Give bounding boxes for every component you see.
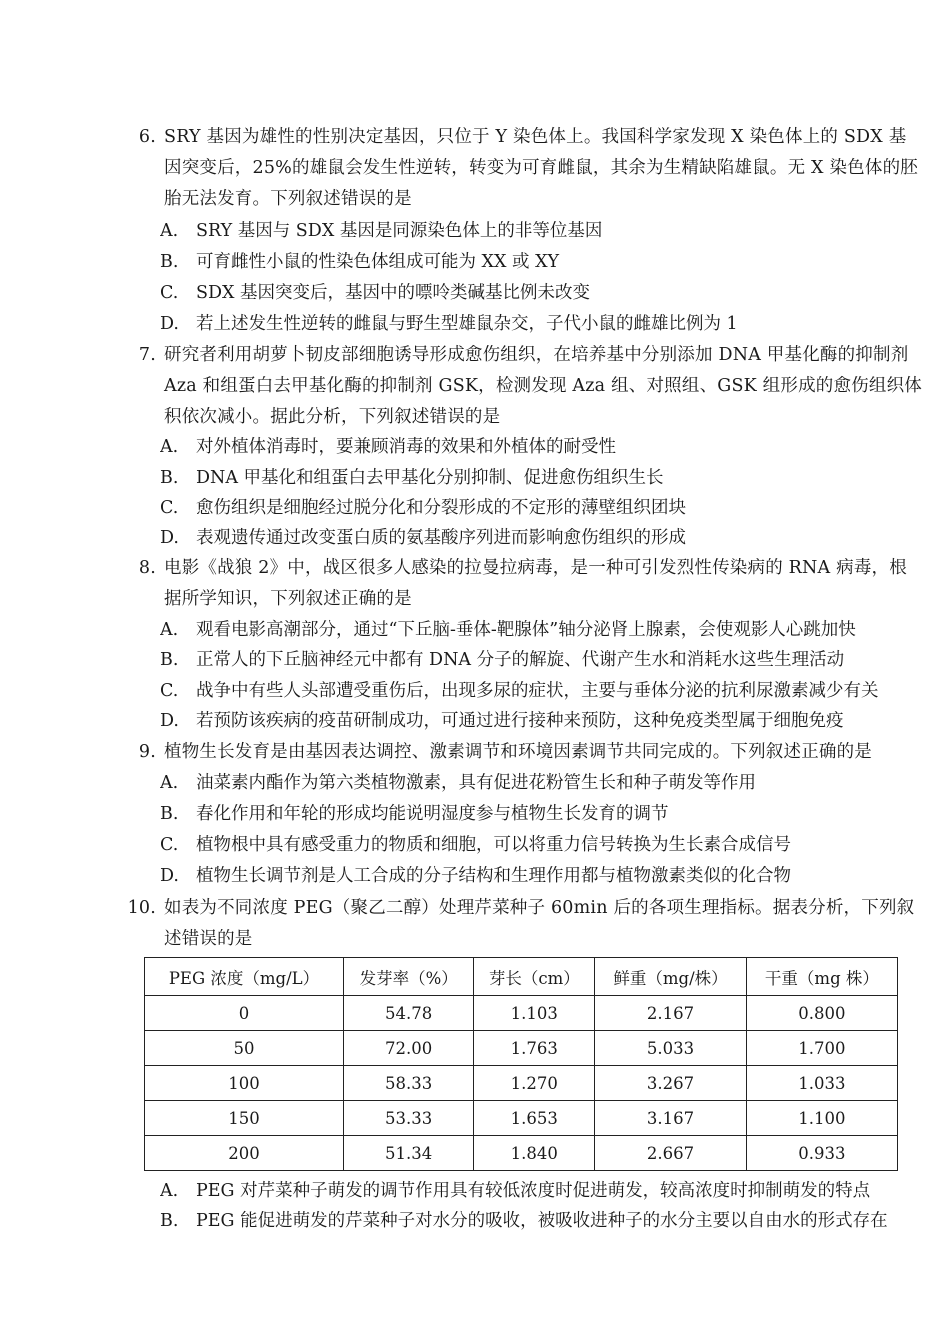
table-cell: 5.033 xyxy=(595,1031,747,1066)
option-label: C. xyxy=(160,835,179,855)
table-cell: 0 xyxy=(145,996,344,1031)
option-label: B. xyxy=(160,1211,179,1231)
option-label: D. xyxy=(160,711,179,731)
option-10b xyxy=(160,1206,925,1236)
table-row xyxy=(145,996,898,1031)
table-cell: 72.00 xyxy=(343,1031,473,1066)
question-7 xyxy=(132,340,922,433)
column-header: 芽长（cm） xyxy=(474,958,595,996)
option-label: B. xyxy=(160,468,179,488)
option-9c xyxy=(160,830,925,860)
column-header: PEG 浓度（mg/L） xyxy=(145,958,344,996)
column-header: 发芽率（%） xyxy=(343,958,473,996)
option-6a xyxy=(160,216,925,246)
column-header: 干重（mg 株） xyxy=(746,958,897,996)
option-9d xyxy=(160,861,925,891)
table-cell: 3.267 xyxy=(595,1066,747,1101)
option-label: C. xyxy=(160,498,179,518)
option-text: 春化作用和年轮的形成均能说明湿度参与植物生长发育的调节 xyxy=(196,804,669,824)
option-8a xyxy=(160,615,925,645)
table-cell: 100 xyxy=(145,1066,344,1101)
table-cell: 1.103 xyxy=(474,996,595,1031)
question-6 xyxy=(132,122,922,215)
option-label: A. xyxy=(160,221,179,241)
table-cell: 2.167 xyxy=(595,996,747,1031)
question-number: 7. xyxy=(138,345,156,365)
option-text: PEG 能促进萌发的芹菜种子对水分的吸收，被吸收进种子的水分主要以自由水的形式存在 xyxy=(196,1211,888,1231)
option-text: 若上述发生性逆转的雌鼠与野生型雄鼠杂交，子代小鼠的雌雄比例为 1 xyxy=(196,314,738,334)
table-row xyxy=(145,1031,898,1066)
option-label: C. xyxy=(160,681,179,701)
option-text: 若预防该疾病的疫苗研制成功，可通过进行接种来预防，这种免疫类型属于细胞免疫 xyxy=(196,711,844,731)
table-cell: 51.34 xyxy=(343,1136,473,1171)
option-text: 表观遗传通过改变蛋白质的氨基酸序列进而影响愈伤组织的形成 xyxy=(196,528,686,548)
question-9 xyxy=(132,737,922,768)
option-label: A. xyxy=(160,437,179,457)
option-6d xyxy=(160,309,925,339)
option-text: 植物生长调节剂是人工合成的分子结构和生理作用都与植物激素类似的化合物 xyxy=(196,866,791,886)
option-label: D. xyxy=(160,528,179,548)
table-cell: 0.933 xyxy=(746,1136,897,1171)
option-text: 观看电影高潮部分，通过“下丘脑-垂体-靶腺体”轴分泌肾上腺素，会使观影人心跳加快 xyxy=(196,620,856,640)
question-number: 8. xyxy=(138,558,156,578)
table-cell: 1.840 xyxy=(474,1136,595,1171)
question-stem: 电影《战狼 2》中，战区很多人感染的拉曼拉病毒，是一种可引发烈性传染病的 RNA 病毒，根据所学知识，下列叙述正确的是 xyxy=(164,558,907,609)
option-6b xyxy=(160,247,925,277)
question-10 xyxy=(127,893,922,955)
option-6c xyxy=(160,278,925,308)
option-8b xyxy=(160,645,925,675)
column-header: 鲜重（mg/株） xyxy=(595,958,747,996)
option-label: B. xyxy=(160,804,179,824)
question-stem: 植物生长发育是由基因表达调控、激素调节和环境因素调节共同完成的。下列叙述正确的是 xyxy=(164,742,872,762)
table-cell: 50 xyxy=(145,1031,344,1066)
option-7a xyxy=(160,432,925,462)
question-stem: 研究者利用胡萝卜韧皮部细胞诱导形成愈伤组织，在培养基中分别添加 DNA 甲基化酶的抑制剂 Aza 和组蛋白去甲基化酶的抑制剂 GSK，检测发现 Aza 组、对照组、GSK 组形成的愈伤组织体积依次减小。据此分析，下列叙述错误的是 xyxy=(164,345,922,427)
option-label: D. xyxy=(160,866,179,886)
table-cell: 54.78 xyxy=(343,996,473,1031)
table-cell: 58.33 xyxy=(343,1066,473,1101)
option-8c xyxy=(160,676,925,706)
table-cell: 0.800 xyxy=(746,996,897,1031)
question-stem: 如表为不同浓度 PEG（聚乙二醇）处理芹菜种子 60min 后的各项生理指标。据表分析，下列叙述错误的是 xyxy=(164,898,915,949)
table-cell: 1.763 xyxy=(474,1031,595,1066)
option-label: C. xyxy=(160,283,179,303)
option-7d xyxy=(160,523,925,553)
question-number: 9. xyxy=(138,742,156,762)
option-text: PEG 对芹菜种子萌发的调节作用具有较低浓度时促进萌发，较高浓度时抑制萌发的特点 xyxy=(196,1181,871,1201)
table-row xyxy=(145,1101,898,1136)
option-text: 正常人的下丘脑神经元中都有 DNA 分子的解旋、代谢产生水和消耗水这些生理活动 xyxy=(196,650,845,670)
option-text: 对外植体消毒时，要兼顾消毒的效果和外植体的耐受性 xyxy=(196,437,616,457)
question-8 xyxy=(132,553,922,615)
option-label: B. xyxy=(160,252,179,272)
question-number: 6. xyxy=(138,127,156,147)
table-cell: 1.033 xyxy=(746,1066,897,1101)
option-text: 战争中有些人头部遭受重伤后，出现多尿的症状，主要与垂体分泌的抗利尿激素减少有关 xyxy=(196,681,879,701)
option-7c xyxy=(160,493,925,523)
option-label: A. xyxy=(160,1181,179,1201)
table-row xyxy=(145,1066,898,1101)
option-text: 植物根中具有感受重力的物质和细胞，可以将重力信号转换为生长素合成信号 xyxy=(196,835,791,855)
table-cell: 200 xyxy=(145,1136,344,1171)
table-cell: 1.100 xyxy=(746,1101,897,1136)
table-cell: 1.270 xyxy=(474,1066,595,1101)
option-label: A. xyxy=(160,773,179,793)
option-text: SRY 基因与 SDX 基因是同源染色体上的非等位基因 xyxy=(196,221,603,241)
option-label: A. xyxy=(160,620,179,640)
option-text: SDX 基因突变后，基因中的嘌呤类碱基比例未改变 xyxy=(196,283,591,303)
option-label: B. xyxy=(160,650,179,670)
option-7b xyxy=(160,463,925,493)
table-cell: 53.33 xyxy=(343,1101,473,1136)
option-text: DNA 甲基化和组蛋白去甲基化分别抑制、促进愈伤组织生长 xyxy=(196,468,664,488)
table-header-row xyxy=(145,958,898,996)
table-cell: 3.167 xyxy=(595,1101,747,1136)
table-cell: 1.700 xyxy=(746,1031,897,1066)
option-8d xyxy=(160,706,925,736)
peg-data-table xyxy=(144,957,898,1171)
question-number: 10. xyxy=(127,898,156,918)
table-cell: 1.653 xyxy=(474,1101,595,1136)
option-10a xyxy=(160,1176,925,1206)
option-text: 愈伤组织是细胞经过脱分化和分裂形成的不定形的薄壁组织团块 xyxy=(196,498,686,518)
option-label: D. xyxy=(160,314,179,334)
table-row xyxy=(145,1136,898,1171)
option-9b xyxy=(160,799,925,829)
option-text: 油菜素内酯作为第六类植物激素，具有促进花粉管生长和种子萌发等作用 xyxy=(196,773,756,793)
table-cell: 150 xyxy=(145,1101,344,1136)
option-text: 可育雌性小鼠的性染色体组成可能为 XX 或 XY xyxy=(196,252,560,272)
table-cell: 2.667 xyxy=(595,1136,747,1171)
question-stem: SRY 基因为雄性的性别决定基因，只位于 Y 染色体上。我国科学家发现 X 染色体上的 SDX 基因突变后，25%的雄鼠会发生性逆转，转变为可育雌鼠，其余为生精缺陷雄鼠。无 X 染色体的胚胎无法发育。下列叙述错误的是 xyxy=(164,127,918,209)
option-9a xyxy=(160,768,925,798)
